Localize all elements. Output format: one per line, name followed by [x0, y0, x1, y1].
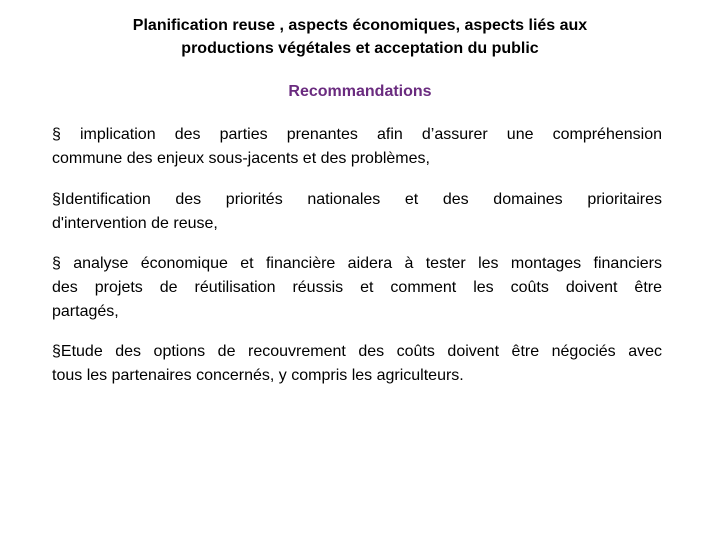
bullet-line: des projets de réutilisation réussis et comment les coûts doivent être	[52, 279, 662, 296]
bullet-item-stakeholders	[52, 123, 662, 171]
bullet-line: § implication des parties prenantes afin d’assurer une compréhension	[52, 126, 662, 143]
bullet-item-cost-recovery	[52, 340, 662, 388]
bullet-item-economic-analysis	[52, 252, 662, 324]
bullet-line: commune des enjeux sous-jacents et des problèmes,	[52, 150, 430, 167]
bullet-line: partagés,	[52, 303, 119, 320]
slide-title-line: Planification reuse , aspects économiques, aspects liés aux	[132, 17, 588, 34]
bullet-line: tous les partenaires concernés, y compris les agriculteurs.	[52, 367, 464, 384]
slide-title-line: productions végétales et acceptation du public	[181, 40, 539, 57]
bullet-line: d'intervention de reuse,	[52, 215, 218, 232]
bullet-line: § analyse économique et financière aidera à tester les montages financiers	[52, 255, 662, 272]
bullet-line: §Etude des options de recouvrement des coûts doivent être négociés avec	[52, 343, 662, 360]
bullet-line: §Identification des priorités nationales et des domaines prioritaires	[52, 191, 662, 208]
section-subtitle: Recommandations	[288, 83, 432, 100]
bullet-item-priorities	[52, 188, 662, 236]
slide-title	[60, 14, 660, 60]
